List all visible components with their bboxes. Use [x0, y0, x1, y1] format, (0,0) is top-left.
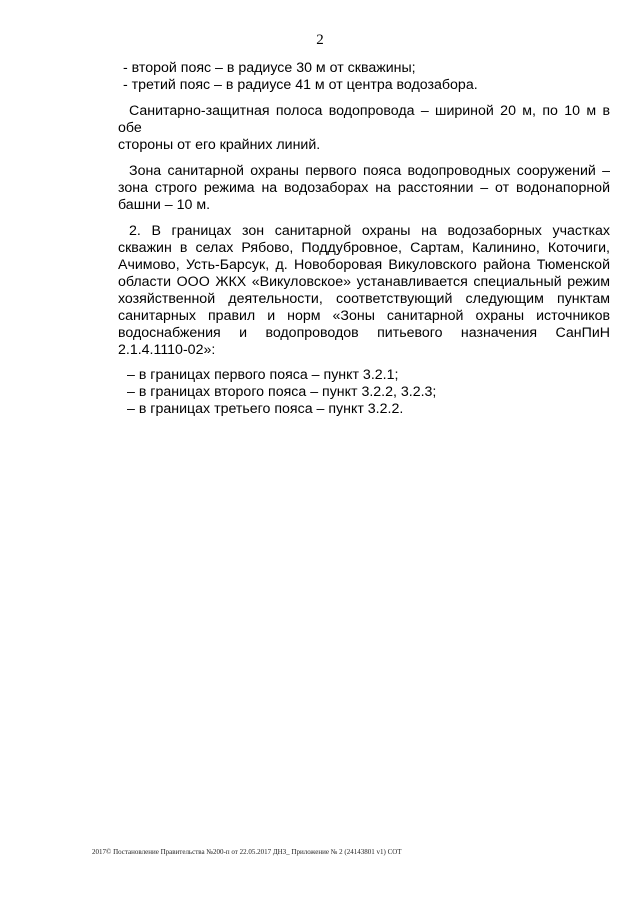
list-item: – в границах третьего пояса – пункт 3.2.2.	[127, 401, 404, 417]
paragraph-item-2	[118, 223, 610, 359]
paragraph-line: башни – 10 м.	[118, 197, 211, 213]
paragraph-line: стороны от его крайних линий.	[118, 137, 321, 153]
paragraph-line: Санитарно-защитная полоса водопровода – шириной 20 м, по 10 м в обе	[118, 103, 610, 136]
paragraph-line: Зона санитарной охраны первого пояса водопроводных сооружений –	[129, 163, 610, 179]
list-item: – в границах первого пояса – пункт 3.2.1;	[127, 367, 399, 383]
paragraph-line: санитарных правил и норм «Зоны санитарной охраны источников	[118, 308, 610, 324]
paragraph-line: зона строго режима на водозаборах на расстоянии – от водонапорной	[118, 180, 610, 196]
zone-line-third-belt: - третий пояс – в радиусе 41 м от центра водозабора.	[123, 77, 478, 93]
belt-items-list	[118, 367, 610, 418]
zone-line-second-belt: - второй пояс – в радиусе 30 м от скважины;	[123, 60, 416, 76]
paragraph-line: области ООО ЖКХ «Викуловское» устанавливается специальный режим	[118, 274, 610, 290]
paragraph-first-zone	[118, 163, 610, 214]
list-item: – в границах второго пояса – пункт 3.2.2, 3.2.3;	[127, 384, 437, 400]
document-footer: 2017© Постановление Правительства №200-п от 22.05.2017 ДНЗ_ Приложение № 2 (24143801 v1) СОТ	[92, 848, 402, 856]
paragraph-line: 2. В границах зон санитарной охраны на водозаборных участках	[129, 223, 610, 239]
page-number: 2	[316, 32, 324, 48]
paragraph-line: водоснабжения и водопроводов питьевого назначения СанПиН	[118, 325, 610, 341]
paragraph-line: Ачимово, Усть-Барсук, д. Новоборовая Викуловского района Тюменской	[118, 257, 610, 273]
paragraph-line: хозяйственной деятельности, соответствующий следующим пунктам	[118, 291, 610, 307]
paragraph-line: скважин в селах Рябово, Поддубровное, Сартам, Калинино, Коточиги,	[118, 240, 610, 256]
paragraph-line: 2.1.4.1110-02»:	[118, 342, 216, 358]
document-body	[118, 60, 610, 418]
paragraph-water-pipe-strip	[118, 103, 610, 154]
